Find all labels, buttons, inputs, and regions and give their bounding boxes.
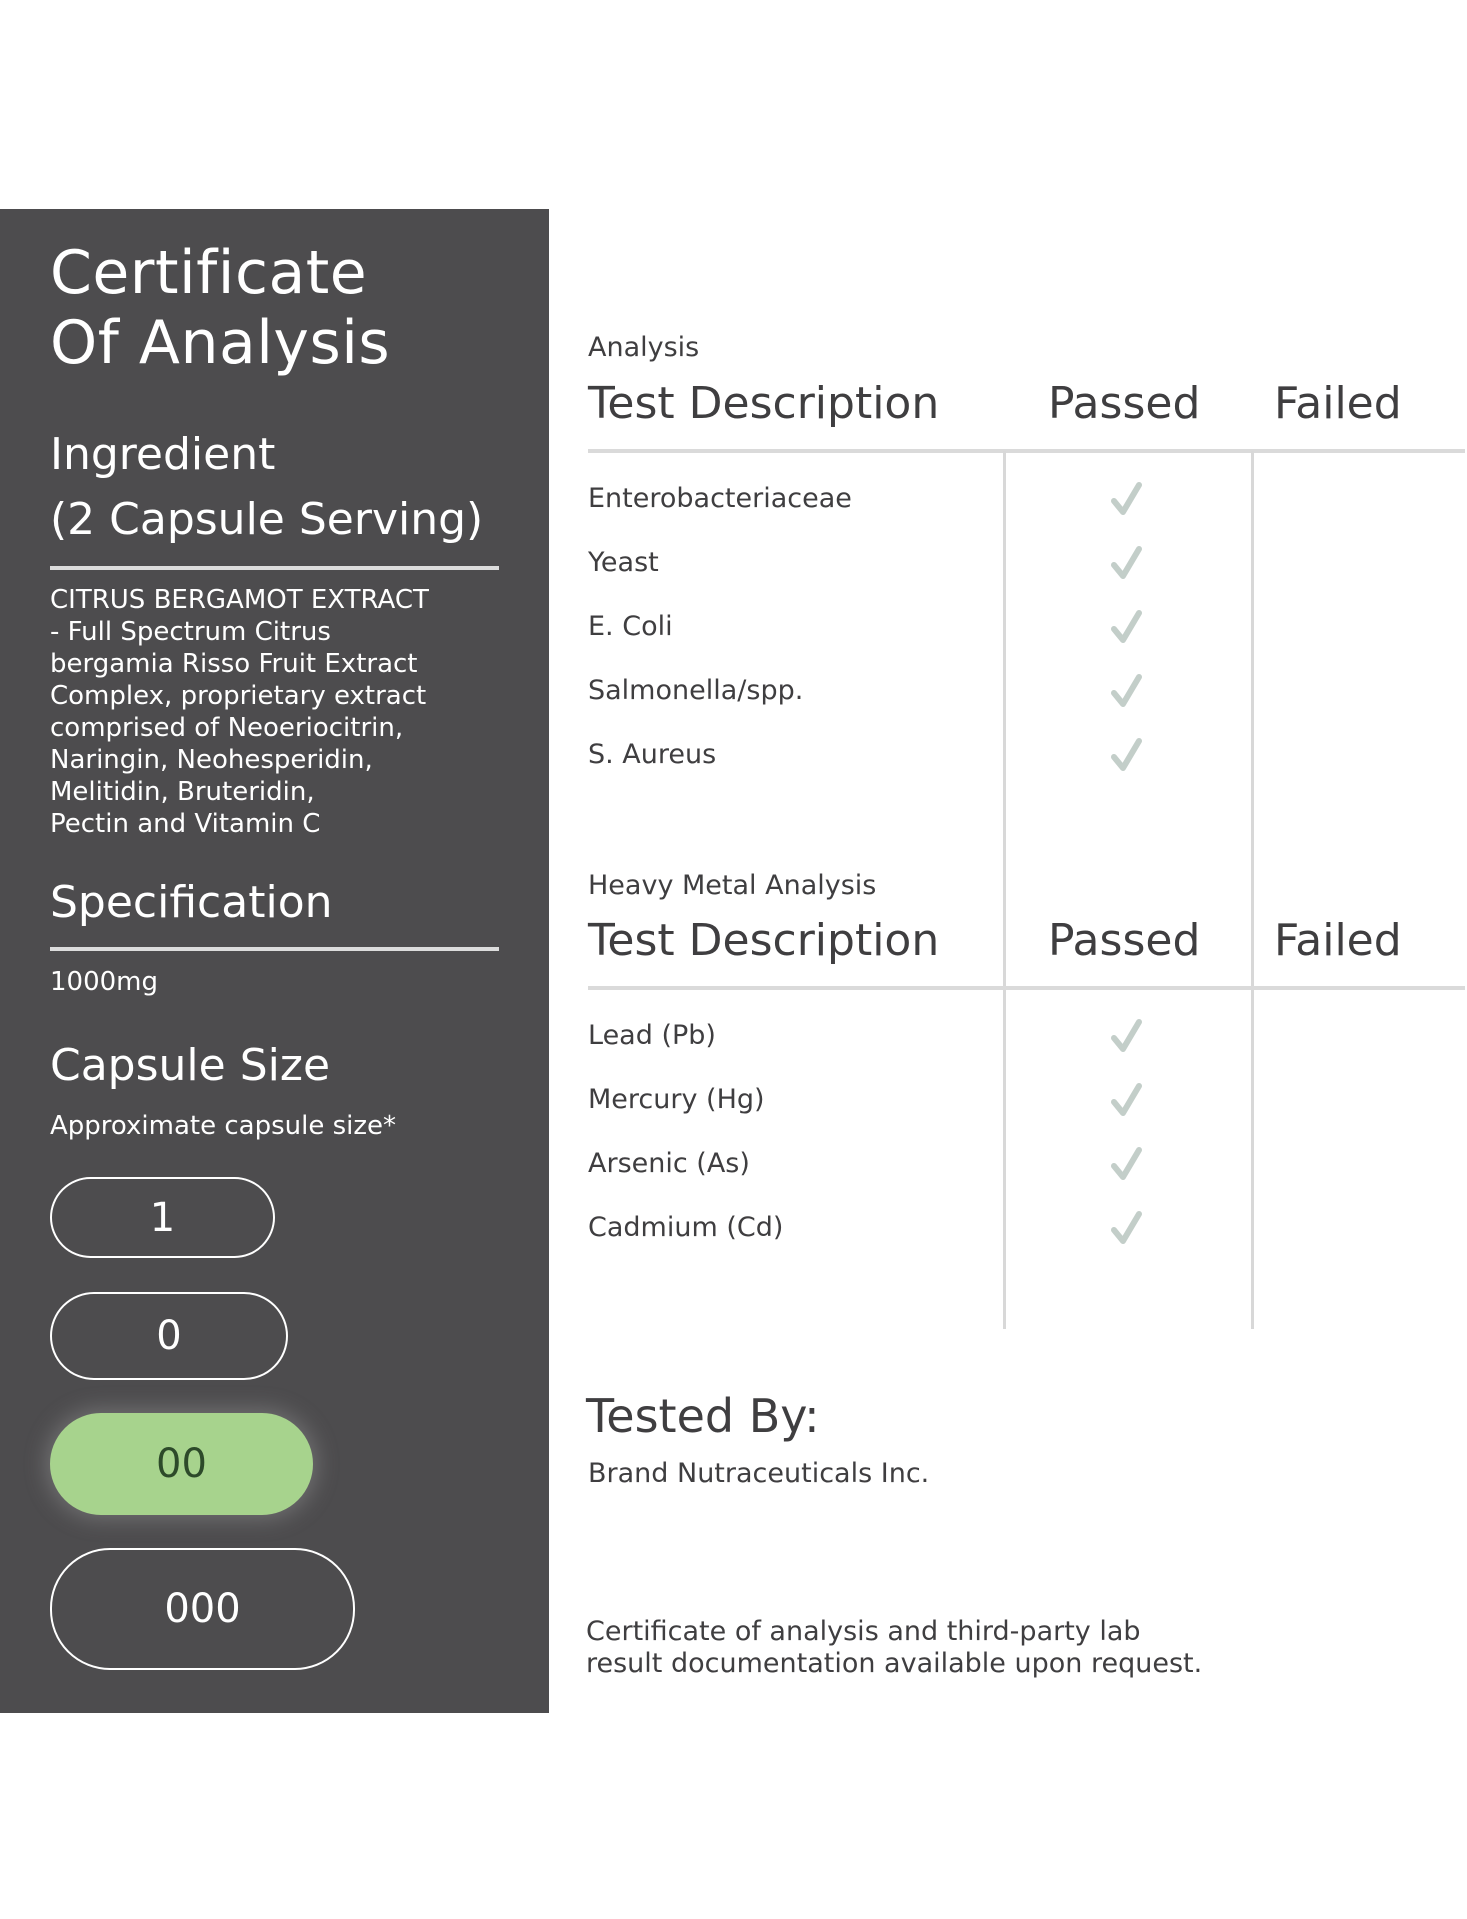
table-row-label: Enterobacteriaceae — [588, 483, 852, 514]
check-icon — [1106, 1080, 1146, 1120]
ingredient-heading: Ingredient — [50, 429, 276, 480]
table-row-label: Lead (Pb) — [588, 1020, 716, 1051]
specification-heading: Specification — [50, 877, 333, 928]
heavy-metal-header-test-description: Test Description — [588, 915, 940, 966]
capsule-size-1[interactable] — [50, 1177, 275, 1258]
table-row-label: Mercury (Hg) — [588, 1084, 765, 1115]
table-row-label: S. Aureus — [588, 739, 717, 770]
specification-value: 1000mg — [50, 967, 158, 997]
heavy-metal-header-divider — [588, 986, 1465, 990]
analysis-section-label: Analysis — [588, 332, 700, 363]
capsule-size-label: 1 — [149, 1194, 176, 1241]
table-row-label: Salmonella/spp. — [588, 675, 804, 706]
capsule-size-label: 00 — [156, 1441, 207, 1487]
check-icon — [1106, 671, 1146, 711]
footer-note-line1: Certificate of analysis and third-party lab — [586, 1616, 1141, 1647]
table-row-label: Arsenic (As) — [588, 1148, 750, 1179]
check-icon — [1106, 607, 1146, 647]
ingredient-line: Pectin and Vitamin C — [50, 809, 321, 839]
heavy-metal-header-passed: Passed — [1048, 915, 1201, 966]
check-icon — [1106, 735, 1146, 775]
table-row-label: Cadmium (Cd) — [588, 1212, 784, 1243]
ingredient-line: Melitidin, Bruteridin, — [50, 777, 315, 807]
capsule-size-label: 000 — [164, 1586, 241, 1632]
specification-divider — [50, 947, 499, 951]
ingredient-line: CITRUS BERGAMOT EXTRACT — [50, 585, 429, 615]
page-title-line2: Of Analysis — [50, 308, 391, 378]
column-header-test-description: Test Description — [588, 378, 940, 429]
capsule-size-0[interactable] — [50, 1292, 288, 1380]
tested-by-heading: Tested By: — [586, 1389, 820, 1443]
capsule-size-heading: Capsule Size — [50, 1040, 331, 1091]
capsule-size-subtitle: Approximate capsule size* — [50, 1111, 396, 1141]
check-icon — [1106, 1208, 1146, 1248]
page-title-line1: Certificate — [50, 238, 368, 308]
ingredient-line: - Full Spectrum Citrus — [50, 617, 331, 647]
check-icon — [1106, 1144, 1146, 1184]
table-row-label: Yeast — [588, 547, 659, 578]
analysis-header-divider — [588, 449, 1465, 453]
ingredient-heading-serving: (2 Capsule Serving) — [50, 494, 484, 545]
capsule-size-label: 0 — [156, 1313, 182, 1359]
tested-by-name: Brand Nutraceuticals Inc. — [588, 1458, 930, 1489]
heavy-metal-section-label: Heavy Metal Analysis — [588, 870, 877, 901]
check-icon — [1106, 543, 1146, 583]
column-divider-failed — [1251, 451, 1254, 1329]
heavy-metal-header-failed: Failed — [1274, 915, 1402, 966]
check-icon — [1106, 479, 1146, 519]
capsule-size-000[interactable] — [50, 1548, 355, 1670]
footer-note-line2: result documentation available upon request. — [586, 1648, 1203, 1679]
column-divider-passed — [1003, 451, 1006, 1329]
ingredient-description — [50, 584, 520, 840]
column-header-failed: Failed — [1274, 378, 1402, 429]
ingredient-line: Complex, proprietary extract — [50, 681, 427, 711]
ingredient-line: comprised of Neoeriocitrin, — [50, 713, 404, 743]
ingredient-line: bergamia Risso Fruit Extract — [50, 649, 418, 679]
capsule-size-00-selected[interactable] — [50, 1413, 313, 1515]
column-header-passed: Passed — [1048, 378, 1201, 429]
ingredient-line: Naringin, Neohesperidin, — [50, 745, 373, 775]
check-icon — [1106, 1016, 1146, 1056]
table-row-label: E. Coli — [588, 611, 673, 642]
ingredient-divider — [50, 566, 499, 570]
